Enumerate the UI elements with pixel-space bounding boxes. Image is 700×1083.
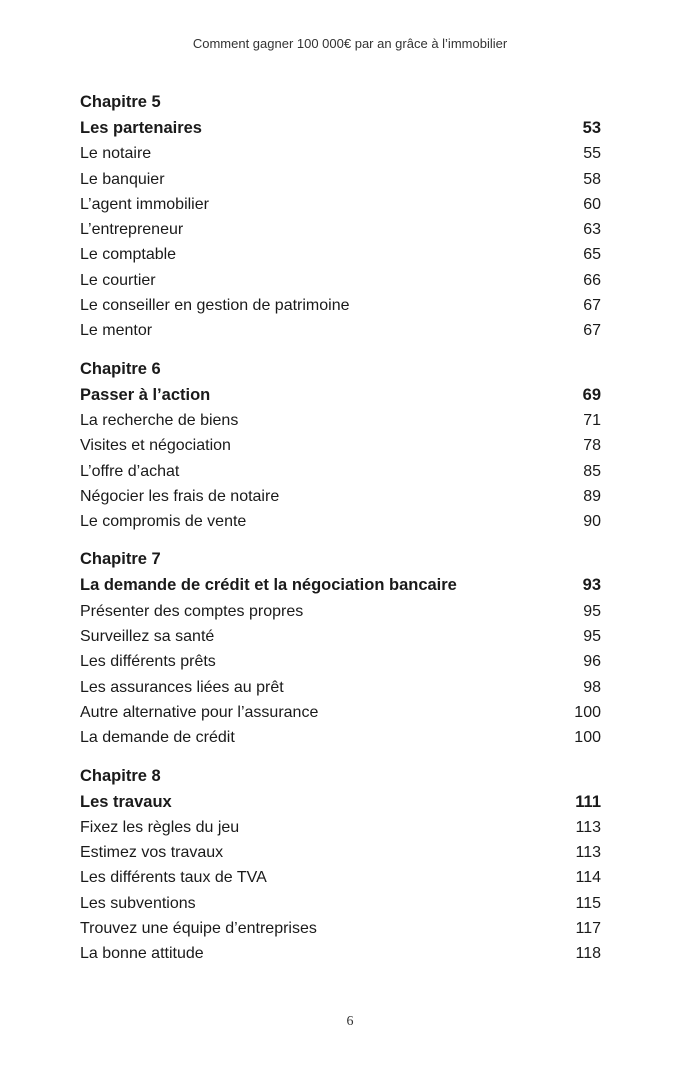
table-of-contents [80,89,601,979]
toc-entry[interactable] [80,167,601,192]
page-number: 85 [583,462,601,480]
page-folio: 6 [346,1014,354,1029]
toc-entry[interactable] [80,433,601,458]
toc-entry[interactable] [80,408,601,433]
chapter-label: Chapitre 7 [80,550,161,569]
section-title: La demande de crédit [80,729,235,747]
section-title: L’offre d’achat [80,462,180,480]
toc-entry[interactable] [80,725,601,750]
section-title: Le comptable [80,246,177,264]
chapter-title-row[interactable] [80,116,601,141]
section-title: L’entrepreneur [80,221,184,239]
chapter-label: Chapitre 8 [80,766,161,785]
toc-entry[interactable] [80,268,601,293]
toc-entry[interactable] [80,318,601,343]
section-title: Autre alternative pour l’assurance [80,703,319,721]
page-number: 66 [583,271,601,289]
toc-entry[interactable] [80,675,601,700]
toc-entry[interactable] [80,941,601,966]
toc-entry[interactable] [80,649,601,674]
page-number: 90 [583,513,601,531]
page-number: 65 [583,246,601,264]
toc-entry[interactable] [80,916,601,941]
toc-entry[interactable] [80,242,601,267]
chapter-title: Les travaux [80,792,172,811]
page-number: 98 [583,678,601,696]
toc-entry[interactable] [80,599,601,624]
page-number: 113 [575,818,601,836]
chapter-7 [80,546,601,750]
page-number: 53 [582,119,601,137]
chapter-title: La demande de crédit et la négociation bancaire [80,576,457,595]
section-title: Le courtier [80,271,156,289]
section-title: Le mentor [80,322,153,340]
page-number: 115 [575,894,601,912]
chapter-title-row[interactable] [80,790,601,815]
toc-entry[interactable] [80,865,601,890]
chapter-label: Chapitre 5 [80,93,161,111]
section-title: Trouvez une équipe d’entreprises [80,920,317,938]
chapter-5 [80,89,601,344]
chapter-title: Les partenaires [80,119,202,137]
page-number: 55 [583,145,601,163]
page-number: 95 [583,602,601,620]
toc-entry[interactable] [80,192,601,217]
chapter-label: Chapitre 6 [80,359,161,378]
page-number: 69 [582,385,601,404]
chapter-8 [80,763,601,967]
page-number: 78 [583,437,601,455]
page-number: 89 [583,487,601,505]
running-head: Comment gagner 100 000€ par an grâce à l’immobilier [192,36,508,51]
section-title: Les subventions [80,894,196,912]
page-number: 95 [583,628,601,646]
page-number: 100 [574,729,601,747]
toc-entry[interactable] [80,293,601,318]
toc-entry[interactable] [80,217,601,242]
section-title: Les différents taux de TVA [80,869,267,887]
toc-entry[interactable] [80,815,601,840]
chapter-title: Passer à l’action [80,385,211,404]
toc-entry[interactable] [80,484,601,509]
toc-entry[interactable] [80,624,601,649]
section-title: La recherche de biens [80,411,239,429]
section-title: Présenter des comptes propres [80,602,304,620]
section-title: Les différents prêts [80,653,216,671]
section-title: Estimez vos travaux [80,844,224,862]
page-number: 100 [574,703,601,721]
toc-entry[interactable] [80,459,601,484]
section-title: Le notaire [80,145,152,163]
section-title: Visites et négociation [80,437,231,455]
page-number: 113 [575,844,601,862]
page-number: 58 [583,170,601,188]
toc-entry[interactable] [80,840,601,865]
page-number: 118 [575,945,601,963]
toc-entry[interactable] [80,700,601,725]
section-title: Le compromis de vente [80,513,247,531]
page-number: 63 [583,221,601,239]
chapter-title-row[interactable] [80,383,601,408]
page-number: 111 [575,792,601,811]
section-title: Le conseiller en gestion de patrimoine [80,297,350,315]
section-title: Le banquier [80,170,165,188]
page-number: 114 [575,869,601,887]
section-title: Les assurances liées au prêt [80,678,284,696]
section-title: La bonne attitude [80,945,204,963]
section-title: Fixez les règles du jeu [80,818,240,836]
page-number: 67 [583,297,601,315]
page-number: 117 [575,920,601,938]
toc-entry[interactable] [80,141,601,166]
section-title: Négocier les frais de notaire [80,487,280,505]
page-number: 67 [583,322,601,340]
page-number: 71 [583,411,601,429]
section-title: L’agent immobilier [80,195,209,213]
toc-entry[interactable] [80,509,601,534]
chapter-title-row[interactable] [80,573,601,598]
section-title: Surveillez sa santé [80,628,215,646]
page-number: 93 [582,576,601,595]
page-number: 60 [583,195,601,213]
chapter-6 [80,356,601,535]
toc-entry[interactable] [80,891,601,916]
page-number: 96 [583,653,601,671]
